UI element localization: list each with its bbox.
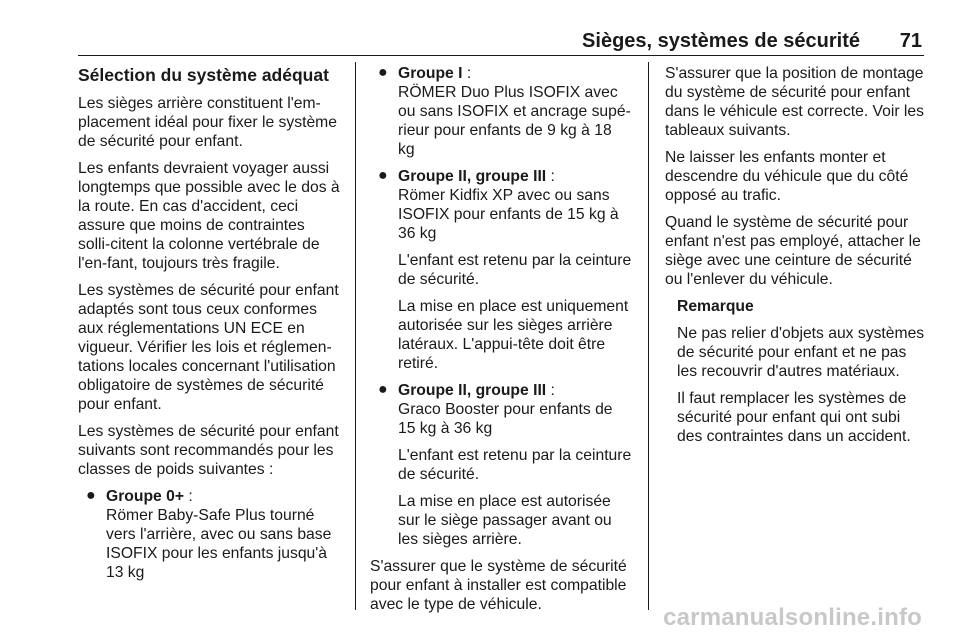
item-note: L'enfant est retenu par la ceinture de sécurité. [398, 252, 632, 288]
section-heading: Sélection du système adéquat [78, 65, 329, 85]
header-rule [78, 55, 924, 56]
item-note: L'enfant est retenu par la ceinture de sécurité. [398, 447, 632, 483]
column-divider-1 [355, 62, 356, 610]
item-text: Römer Baby-Safe Plus tourné vers l'arrière, avec ou sans base ISOFIX pour les enfants jusqu'à 13 kg [106, 507, 332, 581]
paragraph: Les systèmes de sécurité pour enfant suivants sont recommandés pour les classes de poids suivantes : [78, 423, 339, 478]
remark-paragraph: Ne pas relier d'objets aux systèmes de sécurité pour enfant et ne pas les recouvrir d'autres matériaux. [677, 325, 925, 380]
paragraph: Les enfants devraient voyager aussi longtemps que possible avec le dos à la route. En cas d'accident, ceci assure que moins de contraintes solli-citent la colonne vertébrale de l'en-fant, toujours très fragile. [78, 160, 340, 272]
paragraph: Ne laisser les enfants monter et descendre du véhicule que du côté opposé au trafic. [665, 149, 909, 204]
list-item [370, 381, 632, 549]
paragraph: S'assurer que le système de sécurité pour enfant à installer est compatible avec le type de véhicule. [370, 558, 627, 613]
item-text: RÖMER Duo Plus ISOFIX avec ou sans ISOFIX et ancrage supé-rieur pour enfants de 9 kg à 18 kg [398, 84, 631, 158]
list-item [370, 64, 632, 159]
item-text: Römer Kidfix XP avec ou sans ISOFIX pour enfants de 15 kg à 36 kg [398, 187, 619, 242]
item-note: La mise en place est autorisée sur le siège passager avant ou les sièges arrière. [398, 493, 612, 548]
bullet-icon: ● [86, 487, 96, 504]
column-divider-2 [648, 62, 649, 610]
group-label: Groupe II, groupe III [398, 382, 547, 399]
list-item [370, 167, 632, 373]
group-label: Groupe I [398, 65, 463, 82]
column-1 [78, 64, 340, 590]
paragraph: Les sièges arrière constituent l'em-placement idéal pour fixer le système de sécurité pour enfant. [78, 95, 337, 150]
separator: : [546, 168, 555, 185]
page-number: 71 [899, 30, 922, 52]
page-header [0, 0, 960, 56]
remark-title: Remarque [677, 298, 754, 315]
column-2 [370, 64, 632, 622]
separator: : [546, 382, 555, 399]
list-item [78, 487, 340, 582]
item-text: Graco Booster pour enfants de 15 kg à 36 kg [398, 401, 613, 437]
paragraph: Les systèmes de sécurité pour enfant adaptés sont tous ceux conformes aux réglementations UN ECE en vigueur. Vérifier les lois et réglemen-tations locales concernant l'utilisation obligatoire de systèmes de sécurité pour enfant. [78, 282, 339, 413]
separator: : [184, 488, 193, 505]
group-label: Groupe 0+ [106, 488, 185, 505]
group-label: Groupe II, groupe III [398, 168, 547, 185]
remark-paragraph: Il faut remplacer les systèmes de sécurité pour enfant qui ont subi des contraintes dans un accident. [677, 390, 911, 445]
bullet-icon: ● [378, 64, 388, 81]
watermark-logo: carmanualsonline.info [663, 604, 922, 631]
bullet-icon: ● [378, 167, 388, 184]
remark-box [665, 297, 927, 446]
bullet-icon: ● [378, 381, 388, 398]
paragraph: S'assurer que la position de montage du système de sécurité pour enfant dans le véhicule est correcte. Voir les tableaux suivants. [665, 65, 924, 139]
separator: : [462, 65, 472, 82]
running-title: Sièges, systèmes de sécurité [582, 30, 860, 52]
paragraph: Quand le système de sécurité pour enfant n'est pas employé, attacher le siège avec une ceinture de sécurité ou l'enlever du véhicule. [665, 214, 921, 288]
column-3 [665, 64, 927, 454]
item-note: La mise en place est uniquement autorisée sur les sièges arrière latéraux. L'appui-tête doit être retiré. [398, 298, 629, 372]
